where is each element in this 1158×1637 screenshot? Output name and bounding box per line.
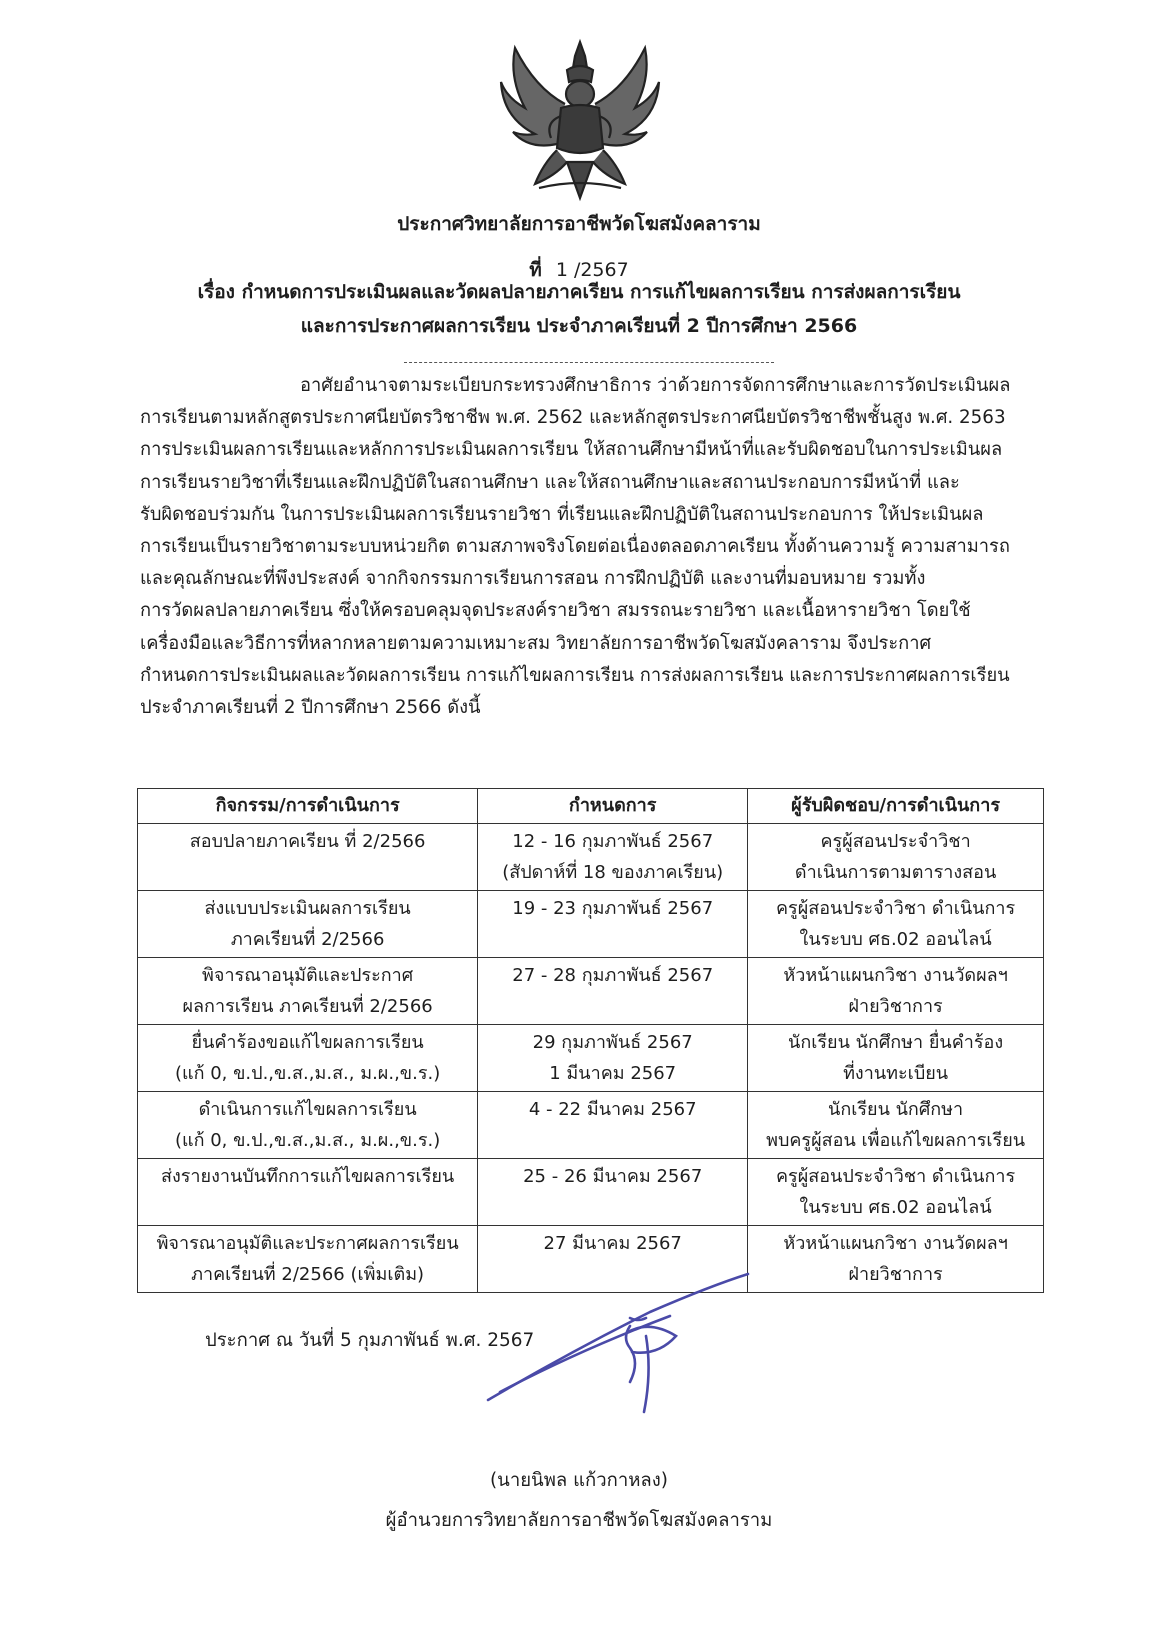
cell-activity bbox=[138, 958, 478, 1025]
cell-line: 25 - 26 มีนาคม 2567 bbox=[523, 1166, 703, 1187]
cell-line: 4 - 22 มีนาคม 2567 bbox=[528, 1099, 697, 1120]
subject-line-2: และการประกาศผลการเรียน ประจำภาคเรียนที่ 2 ปีการศึกษา 2566 bbox=[300, 315, 858, 337]
cell-responsible bbox=[748, 958, 1044, 1025]
body-line: การเรียนตามหลักสูตรประกาศนียบัตรวิชาชีพ พ.ศ. 2562 และหลักสูตรประกาศนียบัตรวิชาชีพชั้นสูง พ.ศ. 2563 bbox=[140, 407, 1006, 429]
table-header-row bbox=[138, 789, 1044, 824]
body-paragraph bbox=[140, 370, 1045, 724]
cell-line: ในระบบ ศธ.02 ออนไลน์ bbox=[799, 929, 992, 950]
cell-schedule bbox=[478, 891, 748, 958]
number-label: ที่ bbox=[529, 259, 542, 281]
cell-line: ส่งรายงานบันทึกการแก้ไขผลการเรียน bbox=[160, 1166, 455, 1187]
cell-schedule bbox=[478, 1025, 748, 1092]
cell-activity bbox=[138, 1226, 478, 1293]
cell-line: ภาคเรียนที่ 2/2566 bbox=[230, 929, 385, 950]
subject-line-1: เรื่อง กำหนดการประเมินผลและวัดผลปลายภาคเรียน การแก้ไขผลการเรียน การส่งผลการเรียน bbox=[197, 281, 961, 303]
cell-line: ครูผู้สอนประจำวิชา ดำเนินการ bbox=[776, 898, 1016, 919]
announce-date: ประกาศ ณ วันที่ 5 กุมภาพันธ์ พ.ศ. 2567 bbox=[205, 1330, 535, 1351]
cell-line: หัวหน้าแผนกวิชา งานวัดผลฯ bbox=[783, 965, 1008, 986]
body-line: เครื่องมือและวิธีการที่หลากหลายตามความเหมาะสม วิทยาลัยการอาชีพวัดโฆสมังคลาราม จึงประกาศ bbox=[140, 632, 932, 654]
cell-line: ที่งานทะเบียน bbox=[843, 1063, 949, 1084]
cell-line: 12 - 16 กุมภาพันธ์ 2567 bbox=[512, 831, 714, 852]
cell-line: หัวหน้าแผนกวิชา งานวัดผลฯ bbox=[783, 1233, 1008, 1254]
cell-line: ยื่นคำร้องขอแก้ไขผลการเรียน bbox=[191, 1032, 424, 1053]
body-line: อาศัยอำนาจตามระเบียบกระทรวงศึกษาธิการ ว่าด้วยการจัดการศึกษาและการวัดประเมินผล bbox=[300, 375, 1011, 396]
header-responsible: ผู้รับผิดชอบ/การดำเนินการ bbox=[748, 789, 1044, 824]
signature-icon bbox=[480, 1252, 820, 1502]
cell-line: ฝ่ายวิชาการ bbox=[848, 1264, 943, 1285]
cell-line: สอบปลายภาคเรียน ที่ 2/2566 bbox=[189, 831, 426, 852]
schedule-table bbox=[137, 788, 1044, 1293]
cell-line: 27 มีนาคม 2567 bbox=[543, 1233, 682, 1254]
cell-line: ผลการเรียน ภาคเรียนที่ 2/2566 bbox=[182, 996, 433, 1017]
cell-line: (แก้ 0, ข.ป.,ข.ส.,ม.ส., ม.ผ.,ข.ร.) bbox=[174, 1130, 441, 1151]
body-line: รับผิดชอบร่วมกัน ในการประเมินผลการเรียนรายวิชา ที่เรียนและฝึกปฏิบัติในสถานประกอบการ ให้ประเมินผล bbox=[140, 503, 984, 525]
cell-activity bbox=[138, 1025, 478, 1092]
divider bbox=[404, 362, 774, 363]
body-line: การวัดผลปลายภาคเรียน ซึ่งให้ครอบคลุมจุดประสงค์รายวิชา สมรรถนะรายวิชา และเนื้อหารายวิชา โดยใช้ bbox=[140, 600, 971, 622]
cell-responsible bbox=[748, 1159, 1044, 1226]
body-line: ประจำภาคเรียนที่ 2 ปีการศึกษา 2566 ดังนี้ bbox=[140, 697, 481, 719]
cell-line: ส่งแบบประเมินผลการเรียน bbox=[204, 898, 411, 919]
header-activity: กิจกรรม/การดำเนินการ bbox=[138, 789, 478, 824]
signer-name: (นายนิพล แก้วกาหลง) bbox=[489, 1470, 669, 1491]
org-heading: ประกาศวิทยาลัยการอาชีพวัดโฆสมังคลาราม bbox=[397, 213, 761, 235]
cell-activity bbox=[138, 1092, 478, 1159]
cell-activity bbox=[138, 891, 478, 958]
cell-line: ฝ่ายวิชาการ bbox=[848, 996, 943, 1017]
cell-schedule bbox=[478, 824, 748, 891]
table-row bbox=[138, 958, 1044, 1025]
table-row bbox=[138, 1159, 1044, 1226]
body-line: การเรียนรายวิชาที่เรียนและฝึกปฏิบัติในสถานศึกษา และให้สถานศึกษาและสถานประกอบการมีหน้าที่ และ bbox=[140, 471, 960, 493]
garuda-emblem-icon bbox=[495, 38, 665, 203]
cell-responsible bbox=[748, 1092, 1044, 1159]
cell-schedule bbox=[478, 1092, 748, 1159]
cell-schedule bbox=[478, 958, 748, 1025]
cell-line: 27 - 28 กุมภาพันธ์ 2567 bbox=[512, 965, 714, 986]
cell-responsible bbox=[748, 1025, 1044, 1092]
cell-responsible bbox=[748, 891, 1044, 958]
cell-line: 29 กุมภาพันธ์ 2567 bbox=[532, 1032, 693, 1053]
body-line: การประเมินผลการเรียนและหลักการประเมินผลการเรียน ให้สถานศึกษามีหน้าที่และรับผิดชอบในการประเมินผล bbox=[140, 439, 1003, 461]
cell-line: ในระบบ ศธ.02 ออนไลน์ bbox=[799, 1197, 992, 1218]
signer-title: ผู้อำนวยการวิทยาลัยการอาชีพวัดโฆสมังคลาราม bbox=[385, 1510, 773, 1531]
cell-line: นักเรียน นักศึกษา ยื่นคำร้อง bbox=[788, 1032, 1004, 1053]
cell-activity bbox=[138, 824, 478, 891]
table-row bbox=[138, 1092, 1044, 1159]
body-line: กำหนดการประเมินผลและวัดผลการเรียน การแก้ไขผลการเรียน การส่งผลการเรียน และการประกาศผลการเรียน bbox=[140, 664, 1010, 686]
cell-responsible bbox=[748, 824, 1044, 891]
cell-line: (แก้ 0, ข.ป.,ข.ส.,ม.ส., ม.ผ.,ข.ร.) bbox=[174, 1063, 441, 1084]
cell-line: ครูผู้สอนประจำวิชา ดำเนินการ bbox=[776, 1166, 1016, 1187]
cell-line: พบครูผู้สอน เพื่อแก้ไขผลการเรียน bbox=[766, 1130, 1026, 1151]
table-row bbox=[138, 1025, 1044, 1092]
cell-line: ดำเนินการตามตารางสอน bbox=[794, 862, 997, 883]
table-row bbox=[138, 824, 1044, 891]
cell-activity bbox=[138, 1159, 478, 1226]
cell-line: พิจารณาอนุมัติและประกาศผลการเรียน bbox=[156, 1233, 459, 1254]
cell-line: พิจารณาอนุมัติและประกาศ bbox=[202, 965, 414, 986]
cell-line: (สัปดาห์ที่ 18 ของภาคเรียน) bbox=[502, 862, 724, 883]
cell-line: ดำเนินการแก้ไขผลการเรียน bbox=[198, 1099, 417, 1120]
header-schedule: กำหนดการ bbox=[478, 789, 748, 824]
body-line: การเรียนเป็นรายวิชาตามระบบหน่วยกิต ตามสภาพจริงโดยต่อเนื่องตลอดภาคเรียน ทั้งด้านความรู้ ความสามารถ bbox=[140, 536, 1010, 558]
cell-line: 1 มีนาคม 2567 bbox=[549, 1063, 677, 1084]
cell-line: ภาคเรียนที่ 2/2566 (เพิ่มเติม) bbox=[191, 1264, 425, 1285]
body-line: และคุณลักษณะที่พึงประสงค์ จากกิจกรรมการเรียนการสอน การฝึกปฏิบัติ และงานที่มอบหมาย รวมทั้ง bbox=[140, 568, 926, 590]
cell-schedule bbox=[478, 1159, 748, 1226]
cell-line: นักเรียน นักศึกษา bbox=[828, 1099, 964, 1120]
cell-line: ครูผู้สอนประจำวิชา bbox=[820, 831, 971, 852]
cell-line: 19 - 23 กุมภาพันธ์ 2567 bbox=[512, 898, 714, 919]
number-value: 1 /2567 bbox=[555, 259, 629, 281]
table-row bbox=[138, 891, 1044, 958]
